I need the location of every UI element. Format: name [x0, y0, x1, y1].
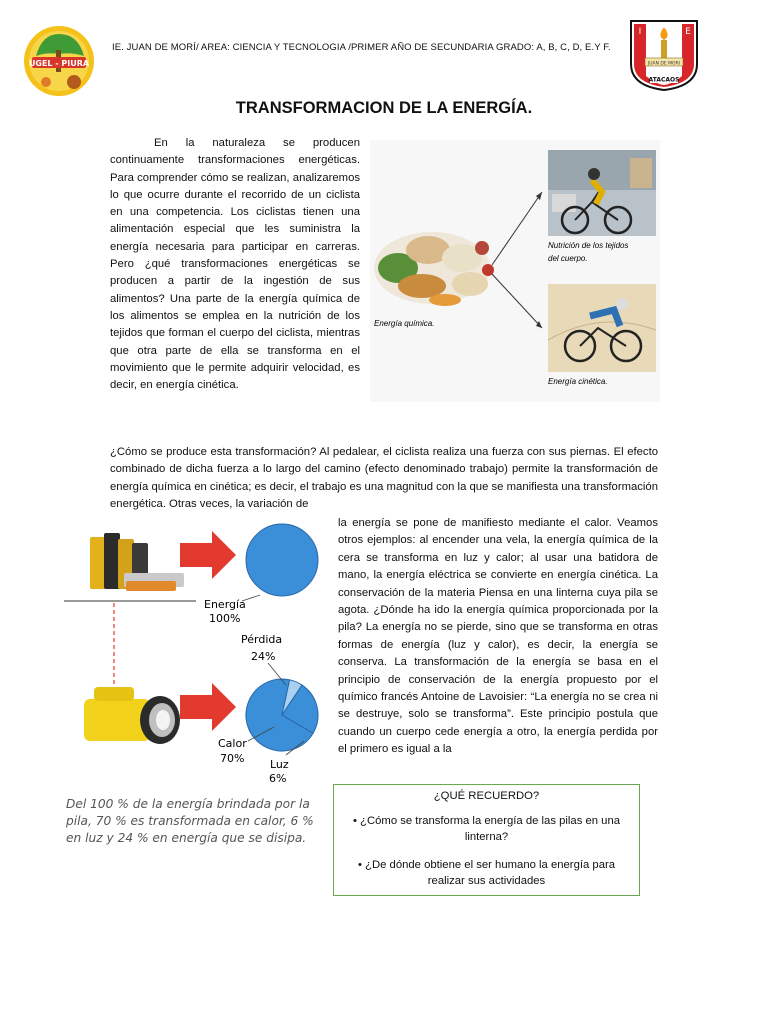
header-line: IE. JUAN DE MORÍ/ AREA: CIENCIA Y TECNOLOGIA /PRIMER AÑO DE SECUNDARIA GRADO: A, B, C, D, E.Y F.	[112, 42, 611, 53]
energy-pie	[246, 524, 318, 596]
cyclist-track-photo	[548, 284, 656, 372]
arrow-right-icon	[180, 531, 236, 579]
result-pie	[246, 679, 318, 751]
food-caption: Energía química.	[374, 319, 435, 328]
light-value: 6%	[269, 772, 287, 785]
paragraph-2: ¿Cómo se produce esta transformación? Al pedalear, el ciclista realiza una fuerza con sus piernas. El efecto combinado de dicha fuerza a lo largo del camino (efecto denominado trabajo) permite la transformación de energía química en cinética; es decir, el trabajo es una magnitud con la que se manifiesta una transformación energética. Otras veces, la variación de	[110, 446, 658, 510]
intro-paragraph	[110, 135, 360, 394]
tissue-caption-2: del cuerpo.	[548, 254, 588, 263]
page-title: TRANSFORMACION DE LA ENERGÍA.	[235, 99, 533, 117]
recuerdo-box	[333, 784, 640, 896]
cyclist-figure	[370, 140, 660, 402]
crest-letter-right: E	[685, 27, 691, 37]
loss-label: Pérdida	[241, 633, 283, 646]
crest-bottom: ATACAOS	[648, 76, 680, 84]
recuerdo-question-2: • ¿De dónde obtiene el ser humano la energía para realizar sus actividades	[357, 859, 616, 887]
loss-value: 24%	[251, 650, 276, 663]
battery-figure	[64, 515, 334, 790]
recuerdo-question-1: • ¿Cómo se transforma la energía de las pilas en una linterna?	[352, 815, 621, 843]
recuerdo-title: ¿QUÉ RECUERDO?	[433, 790, 540, 802]
battery-caption: Del 100 % de la energía brindada por la pila, 70 % es transformada en calor, 6 % en luz y 24 % en energía que se disipa.	[66, 797, 314, 845]
energy-value: 100%	[209, 612, 241, 625]
heat-value: 70%	[220, 752, 245, 765]
heat-label: Calor	[218, 737, 247, 750]
arrow-right-icon-2	[180, 683, 236, 731]
crest-letter-left: I	[638, 27, 642, 37]
school-crest	[628, 18, 700, 92]
crest-banner: JUAN DE MORI	[647, 61, 681, 67]
ugel-logo	[22, 24, 96, 98]
paragraph-3: la energía se pone de manifiesto mediante el calor. Veamos otros ejemplos: al encender una vela, la energía química de la cera se transforma en luz y calor; al usar una batidora de mano, la energía eléctrica se convierte en energía cinética. La conservación de la materia Piensa en una linterna cuya pila se agota. ¿Dónde ha ido la energía química proporcionada por la pila? La energía no se pierde, sino que se transforma en otras formas de energía (luz y calor), es decir, la energía se conserva. La transformación de la energía se basa en el principio de conservación de la energía propuesto por el químico francés Antoine de Lavoisier: “La energía no se crea ni se destruye, solo se transforma”. Este principio postula que cuando un cuerpo cede energía a otro, la energía perdida por el primero es igual a la	[338, 517, 658, 756]
kinetic-caption: Energía cinética.	[548, 377, 608, 386]
batteries-image	[90, 533, 184, 591]
cyclist-street-photo	[548, 150, 656, 236]
intro-text: En la naturaleza se producen continuamente transformaciones energéticas. Para comprender cómo se realizan, analizaremos lo que ocurre durante el recorrido de un ciclista en una competencia. Los ciclistas tienen una alimentación especial que les suministra la energía necesaria para participar en carreras. Pero ¿qué transformaciones energéticas se producen a partir de la ingestión de sus alimentos? Una parte de la energía química de los alimentos se emplea en la nutrición de los tejidos que forman el cuerpo del ciclista, mientras que otra parte de ella se transforma en el movimiento que le permite adquirir velocidad, es decir, en energía cinética.	[110, 137, 360, 392]
energy-label: Energía	[204, 598, 246, 611]
flashlight-image	[84, 687, 180, 744]
light-label: Luz	[270, 758, 289, 771]
tissue-caption-1: Nutrición de los tejidos	[548, 241, 629, 250]
ugel-logo-text: UGEL - PIURA	[28, 59, 90, 68]
